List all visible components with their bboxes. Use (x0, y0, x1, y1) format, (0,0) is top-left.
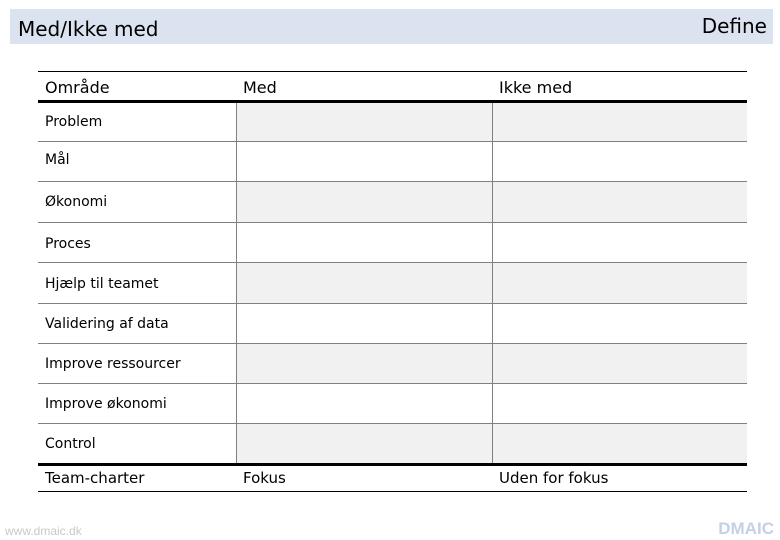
row-label: Økonomi (45, 194, 108, 210)
in-cell[interactable] (236, 223, 492, 262)
in-cell[interactable] (236, 142, 492, 181)
footer-focus-label: Fokus (243, 469, 286, 487)
out-cell[interactable] (492, 263, 747, 303)
out-cell[interactable] (492, 223, 747, 262)
footer-charter-label: Team-charter (45, 469, 145, 487)
table-row (38, 424, 747, 463)
in-cell[interactable] (236, 182, 492, 222)
table-row (38, 182, 747, 222)
out-cell[interactable] (492, 384, 747, 423)
row-label: Improve ressourcer (45, 356, 181, 372)
table-row (38, 344, 747, 383)
header-in-label: Med (243, 78, 277, 97)
table-row (38, 263, 747, 303)
in-cell[interactable] (236, 263, 492, 303)
in-cell[interactable] (236, 384, 492, 423)
title-bar (10, 9, 773, 44)
brand-logo-text: DMAIC (718, 519, 774, 538)
row-label: Hjælp til teamet (45, 276, 159, 292)
table-row (38, 223, 747, 262)
table-row (38, 103, 747, 142)
out-cell[interactable] (492, 142, 747, 181)
table-row (38, 304, 747, 343)
row-label: Validering af data (45, 316, 169, 332)
header-cell-in (236, 72, 492, 100)
out-cell[interactable] (492, 182, 747, 222)
table-row (38, 384, 747, 423)
row-label: Improve økonomi (45, 396, 167, 412)
row-label: Proces (45, 236, 91, 252)
table-header-row (38, 72, 747, 100)
page-title: Med/Ikke med (18, 17, 159, 41)
out-cell[interactable] (492, 304, 747, 343)
header-cell-out (492, 72, 747, 100)
out-cell[interactable] (492, 103, 747, 142)
out-cell[interactable] (492, 424, 747, 463)
header-area-label: Område (45, 78, 110, 97)
header-out-label: Ikke med (499, 78, 573, 97)
row-label: Control (45, 436, 96, 452)
table-bottom-border (38, 491, 747, 492)
footer-outside-focus-label: Uden for fokus (499, 469, 609, 487)
in-cell[interactable] (236, 304, 492, 343)
website-link[interactable]: www.dmaic.dk (5, 524, 82, 538)
in-cell[interactable] (236, 344, 492, 383)
out-cell[interactable] (492, 344, 747, 383)
in-cell[interactable] (236, 424, 492, 463)
phase-label: Define (701, 14, 767, 38)
row-label: Mål (45, 152, 70, 168)
in-cell[interactable] (236, 103, 492, 142)
table-row (38, 142, 747, 181)
row-label: Problem (45, 114, 103, 130)
table-footer-row (38, 466, 747, 491)
header-cell-area (38, 72, 236, 100)
